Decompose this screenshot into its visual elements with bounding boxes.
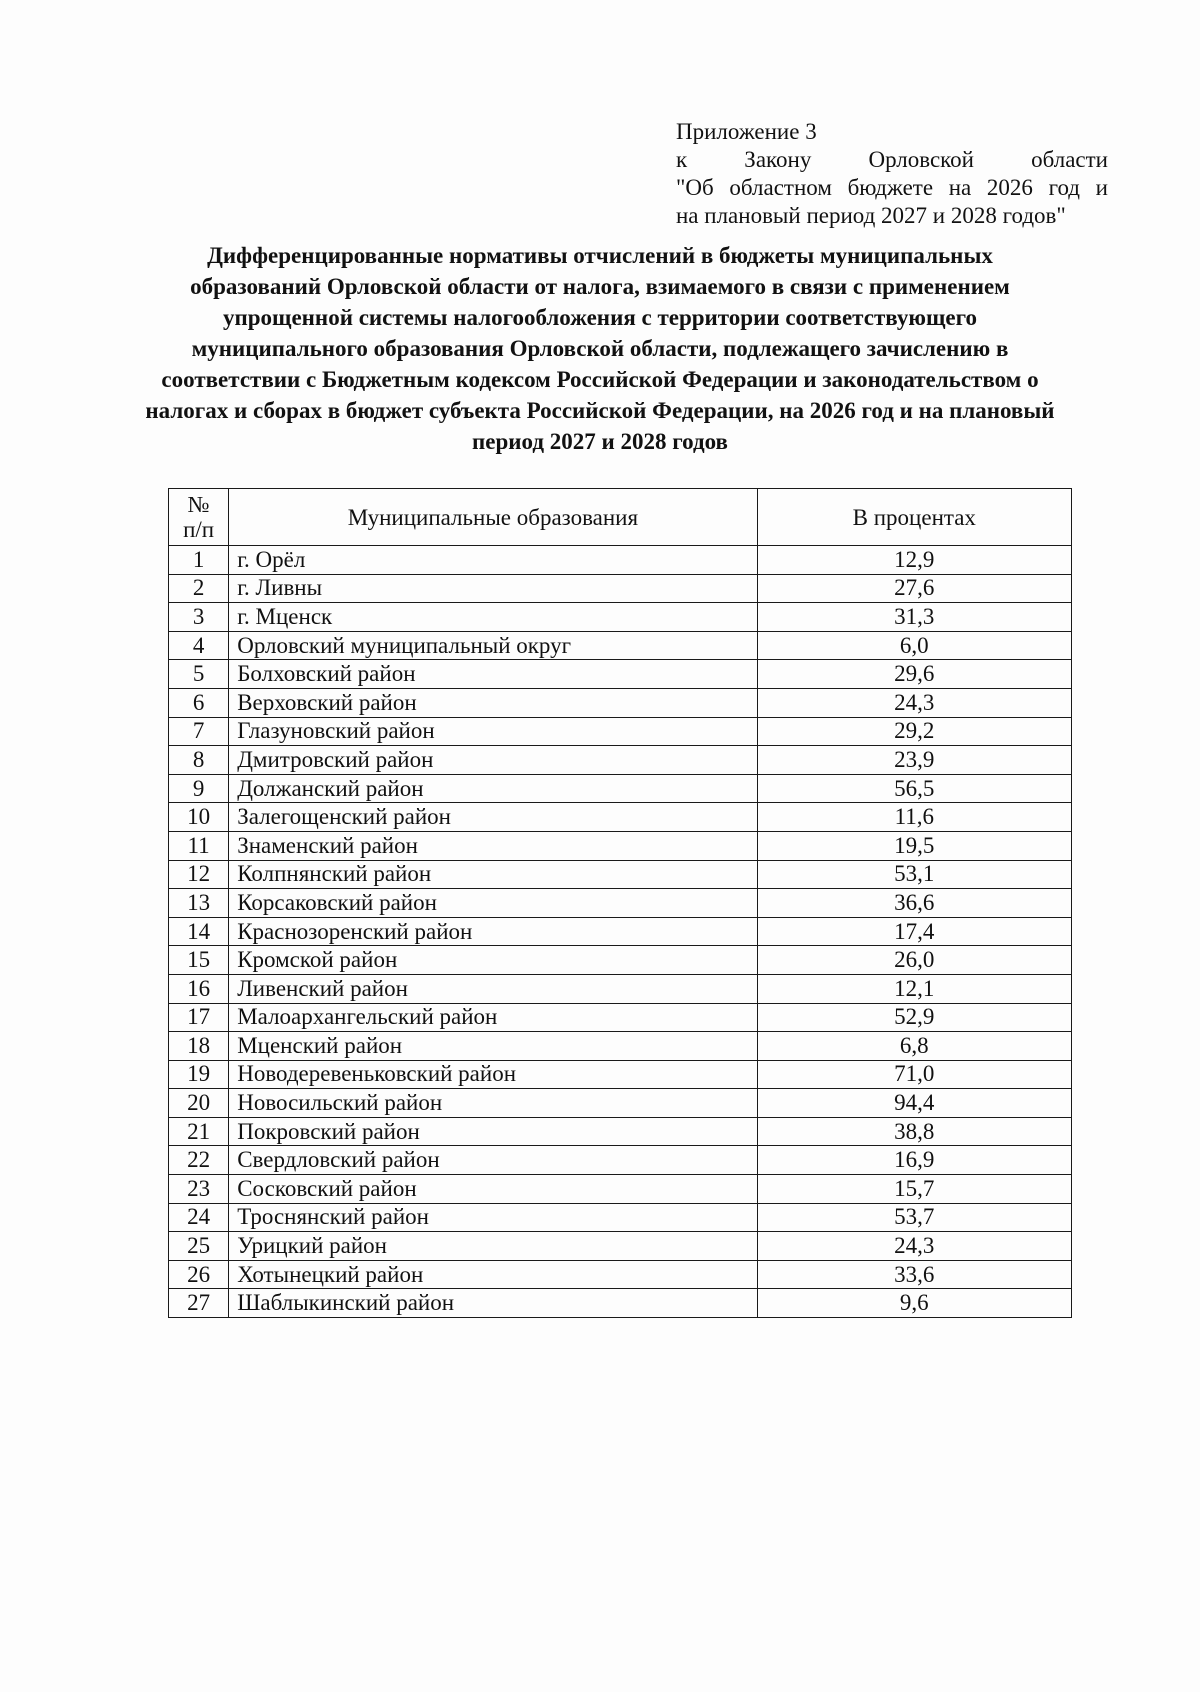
norms-table <box>168 488 1072 1318</box>
row-percent: 12,1 <box>757 974 1071 1003</box>
row-municipality: Новодеревеньковский район <box>229 1060 757 1089</box>
appendix-period-line: на плановый период 2027 и 2028 годов" <box>676 203 1066 228</box>
header-municipality: Муниципальные образования <box>229 489 757 546</box>
row-municipality: Сосковский район <box>229 1175 757 1204</box>
row-municipality: Покровский район <box>229 1117 757 1146</box>
row-municipality: Знаменский район <box>229 831 757 860</box>
row-number: 14 <box>169 917 229 946</box>
row-municipality: Корсаковский район <box>229 889 757 918</box>
row-percent: 31,3 <box>757 603 1071 632</box>
row-municipality: Свердловский район <box>229 1146 757 1175</box>
table-row <box>169 574 1072 603</box>
appendix-law-title-line: "Об областном бюджете на 2026 год и <box>676 175 1108 200</box>
row-number: 4 <box>169 631 229 660</box>
row-percent: 9,6 <box>757 1289 1071 1318</box>
row-number: 13 <box>169 889 229 918</box>
row-municipality: Орловский муниципальный округ <box>229 631 757 660</box>
row-municipality: Шаблыкинский район <box>229 1289 757 1318</box>
table-body <box>169 546 1072 1318</box>
title-line: соответствии с Бюджетным кодексом Российской Федерации и законодательством о <box>161 367 1039 392</box>
table-row <box>169 1232 1072 1261</box>
row-number: 20 <box>169 1089 229 1118</box>
table-row <box>169 860 1072 889</box>
row-municipality: г. Орёл <box>229 546 757 575</box>
row-number: 15 <box>169 946 229 975</box>
row-municipality: Должанский район <box>229 774 757 803</box>
row-percent: 52,9 <box>757 1003 1071 1032</box>
row-percent: 12,9 <box>757 546 1071 575</box>
table-row <box>169 546 1072 575</box>
row-percent: 71,0 <box>757 1060 1071 1089</box>
row-municipality: Залегощенский район <box>229 803 757 832</box>
row-number: 1 <box>169 546 229 575</box>
row-number: 16 <box>169 974 229 1003</box>
row-municipality: Троснянский район <box>229 1203 757 1232</box>
appendix-law-line: к Закону Орловской области <box>676 147 1108 172</box>
row-number: 19 <box>169 1060 229 1089</box>
document-title <box>130 240 1070 457</box>
title-line: упрощенной системы налогообложения с территории соответствующего <box>223 305 977 330</box>
appendix-label: Приложение 3 <box>676 119 817 144</box>
row-number: 17 <box>169 1003 229 1032</box>
table-row <box>169 946 1072 975</box>
row-number: 25 <box>169 1232 229 1261</box>
row-municipality: Мценский район <box>229 1032 757 1061</box>
row-percent: 6,8 <box>757 1032 1071 1061</box>
row-number: 27 <box>169 1289 229 1318</box>
row-municipality: Урицкий район <box>229 1232 757 1261</box>
row-number: 24 <box>169 1203 229 1232</box>
table-row <box>169 1175 1072 1204</box>
table-row <box>169 831 1072 860</box>
table-row <box>169 688 1072 717</box>
row-municipality: г. Мценск <box>229 603 757 632</box>
row-municipality: Краснозоренский район <box>229 917 757 946</box>
table-row <box>169 1117 1072 1146</box>
row-municipality: Малоархангельский район <box>229 1003 757 1032</box>
row-municipality: Глазуновский район <box>229 717 757 746</box>
row-percent: 19,5 <box>757 831 1071 860</box>
row-municipality: Верховский район <box>229 688 757 717</box>
row-percent: 6,0 <box>757 631 1071 660</box>
table-row <box>169 1260 1072 1289</box>
table-row <box>169 1032 1072 1061</box>
table-row <box>169 631 1072 660</box>
row-percent: 15,7 <box>757 1175 1071 1204</box>
row-municipality: г. Ливны <box>229 574 757 603</box>
appendix-block <box>676 118 1108 230</box>
row-percent: 33,6 <box>757 1260 1071 1289</box>
table-row <box>169 1289 1072 1318</box>
title-line: налогах и сборах в бюджет субъекта Российской Федерации, на 2026 год и на плановый <box>145 398 1055 423</box>
row-municipality: Болховский район <box>229 660 757 689</box>
table-row <box>169 660 1072 689</box>
row-percent: 24,3 <box>757 688 1071 717</box>
row-municipality: Хотынецкий район <box>229 1260 757 1289</box>
row-number: 9 <box>169 774 229 803</box>
row-percent: 56,5 <box>757 774 1071 803</box>
table-row <box>169 1203 1072 1232</box>
table-row <box>169 803 1072 832</box>
row-percent: 26,0 <box>757 946 1071 975</box>
row-number: 23 <box>169 1175 229 1204</box>
title-line: период 2027 и 2028 годов <box>472 429 728 454</box>
row-percent: 29,6 <box>757 660 1071 689</box>
table-row <box>169 774 1072 803</box>
row-number: 3 <box>169 603 229 632</box>
table-row <box>169 603 1072 632</box>
title-line: Дифференцированные нормативы отчислений в бюджеты муниципальных <box>207 243 993 268</box>
row-percent: 29,2 <box>757 717 1071 746</box>
row-number: 10 <box>169 803 229 832</box>
row-number: 22 <box>169 1146 229 1175</box>
row-municipality: Колпнянский район <box>229 860 757 889</box>
title-line: образований Орловской области от налога, взимаемого в связи с применением <box>190 274 1010 299</box>
row-number: 6 <box>169 688 229 717</box>
row-number: 8 <box>169 746 229 775</box>
row-percent: 27,6 <box>757 574 1071 603</box>
table-row <box>169 1003 1072 1032</box>
row-municipality: Кромской район <box>229 946 757 975</box>
row-percent: 38,8 <box>757 1117 1071 1146</box>
table-row <box>169 746 1072 775</box>
row-percent: 11,6 <box>757 803 1071 832</box>
row-percent: 23,9 <box>757 746 1071 775</box>
table-row <box>169 717 1072 746</box>
table-row <box>169 1060 1072 1089</box>
row-number: 11 <box>169 831 229 860</box>
row-number: 5 <box>169 660 229 689</box>
row-number: 2 <box>169 574 229 603</box>
row-percent: 17,4 <box>757 917 1071 946</box>
row-percent: 53,1 <box>757 860 1071 889</box>
row-number: 26 <box>169 1260 229 1289</box>
row-municipality: Ливенский район <box>229 974 757 1003</box>
table-header-row <box>169 489 1072 546</box>
table-row <box>169 1089 1072 1118</box>
header-percent: В процентах <box>757 489 1071 546</box>
row-percent: 24,3 <box>757 1232 1071 1261</box>
row-number: 7 <box>169 717 229 746</box>
table-row <box>169 917 1072 946</box>
row-percent: 53,7 <box>757 1203 1071 1232</box>
row-percent: 16,9 <box>757 1146 1071 1175</box>
row-municipality: Новосильский район <box>229 1089 757 1118</box>
table-row <box>169 974 1072 1003</box>
table-row <box>169 889 1072 918</box>
row-municipality: Дмитровский район <box>229 746 757 775</box>
title-line: муниципального образования Орловской области, подлежащего зачислению в <box>191 336 1009 361</box>
row-number: 12 <box>169 860 229 889</box>
row-percent: 94,4 <box>757 1089 1071 1118</box>
row-number: 21 <box>169 1117 229 1146</box>
header-number: № п/п <box>169 489 229 546</box>
table-row <box>169 1146 1072 1175</box>
row-number: 18 <box>169 1032 229 1061</box>
row-percent: 36,6 <box>757 889 1071 918</box>
